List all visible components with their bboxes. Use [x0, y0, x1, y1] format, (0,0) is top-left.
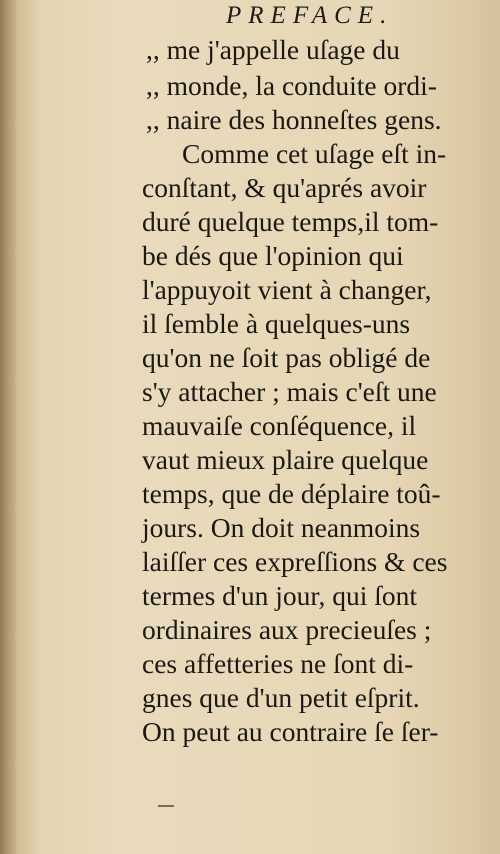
text-line: temps, que de déplaire toû- [142, 478, 441, 509]
text-line: ,, naire des honneſtes gens. [146, 104, 442, 135]
text-line: duré quelque temps,il tom- [142, 206, 439, 237]
text-line: jours. On doit neanmoins [142, 512, 421, 543]
text-line: ,, monde, la conduite ordi- [146, 70, 437, 101]
text-line: ordinaires aux precieuſes ; [142, 614, 432, 645]
text-line: l'appuyoit vient à changer, [142, 274, 432, 305]
page-gutter [0, 0, 18, 854]
text-line: gnes que d'un petit eſprit. [142, 682, 420, 713]
text-line: termes d'un jour, qui ſont [142, 580, 417, 611]
text-line: On peut au contraire ſe ſer- [142, 716, 439, 747]
text-line: ,, me j'appelle uſage du [146, 34, 400, 65]
text-line: mauvaiſe conſéquence, il [142, 410, 417, 441]
running-header: PREFACE. [226, 2, 394, 29]
text-line: il ſemble à quelques-uns [142, 308, 411, 339]
text-line: laiſſer ces expreſſions & ces [142, 546, 448, 577]
text-line: s'y attacher ; mais c'eſt une [142, 376, 437, 407]
page-mark [158, 805, 174, 807]
text-line: ces affetteries ne ſont di- [142, 648, 414, 679]
text-line: vaut mieux plaire quelque [142, 444, 429, 475]
text-line: be dés que l'opinion qui [142, 240, 404, 271]
text-line: conſtant, & qu'aprés avoir [142, 172, 427, 203]
text-line: qu'on ne ſoit pas obligé de [142, 342, 431, 373]
text-line: Comme cet uſage eſt in- [182, 138, 447, 169]
